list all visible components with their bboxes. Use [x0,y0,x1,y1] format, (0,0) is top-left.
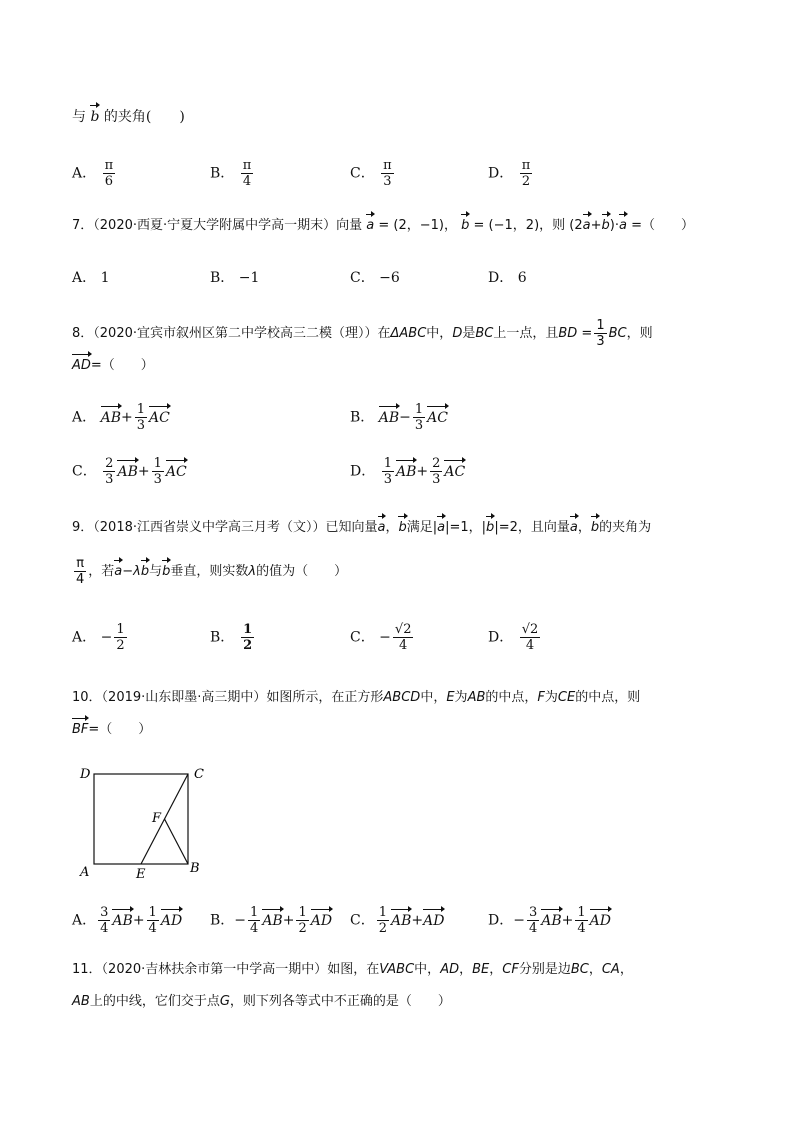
numerator: 1 [414,402,424,417]
fraction [594,318,606,349]
vector-b: b [591,518,599,538]
q10-text: 的中点，则 [575,690,641,705]
numerator: 3 [528,905,538,920]
fraction [135,402,147,433]
q8-option-c[interactable] [72,456,187,487]
segment-label: BC [570,962,589,977]
fraction [377,905,389,936]
option-letter: A． [72,409,97,426]
vector-b: b [398,518,406,538]
vector-ad: AD [72,356,91,376]
q9-text: 的值为（ ） [256,564,348,579]
q10-source: 10．（2019·山东即墨·高三期中）如图所示，在正方形 [72,690,384,705]
denominator: 4 [250,921,259,936]
q8-option-b[interactable] [350,402,448,433]
segment-label: AB [467,690,486,705]
denominator: 4 [525,638,535,653]
q10-text: 为 [544,690,558,705]
q8-stem [72,318,653,349]
operator: + [282,912,295,929]
option-letter: A． [72,912,97,929]
operator: + [137,463,150,480]
denominator: 4 [242,174,252,189]
q9-stem [72,518,651,538]
vector-a: a [378,518,386,538]
q9-text: 与 [149,564,163,579]
vector-ad: AD [423,912,445,929]
denominator: 6 [104,174,113,189]
q9-source: 9．（2018·江西省崇义中学高三月考（文））已知向量 [72,520,378,535]
vector-ab: AB [378,409,400,426]
q9-text: 满足| [406,520,438,535]
fraction [527,905,539,936]
operator: − [399,409,411,426]
vector-a: a [570,518,578,538]
vector-ab: AB [100,409,121,426]
q7-option-a[interactable] [72,268,110,288]
q10-stem [72,688,640,708]
vector-a: a [437,518,445,538]
q10-option-b[interactable] [210,905,332,936]
operator: + [132,912,145,929]
numerator: 1 [116,622,125,637]
vertex-c: C [194,767,204,782]
point-label: D [452,326,463,341]
operator: + [120,409,133,426]
sign: − [100,629,113,646]
q11-text: ， [619,962,633,977]
operator: + [561,912,574,929]
q9-option-b[interactable] [210,622,256,653]
numerator: 2 [105,456,114,471]
fraction [241,622,254,653]
q9-text: ，若 [88,564,115,579]
q9-stem-line2 [72,556,347,587]
fraction [98,905,110,936]
q11-text: ，则下列各等式中不正确的是（ ） [229,994,451,1009]
option-letter: D． [488,270,514,286]
vector-b: b [486,518,494,538]
segment-label: AB [72,994,90,1009]
fraction [248,905,260,936]
q8-stem-line2 [72,356,154,376]
numerator: 1 [250,905,259,920]
triangle-label: VABC [379,962,415,977]
q11-text: 上的中线，它们交于点 [89,994,220,1009]
fraction [241,158,254,189]
q9-text: |=2，且向量 [494,520,570,535]
q8-text: 中， [426,326,453,341]
numerator: 3 [100,905,109,920]
fraction [520,158,533,189]
fraction [103,158,116,189]
q10-text: =（ ） [88,722,152,737]
vector-b: b [90,109,100,125]
option-value: −1 [238,270,260,286]
numerator: 1 [298,905,307,920]
vector-ab: AB [112,912,133,929]
denominator: 4 [528,921,538,936]
fraction [296,905,308,936]
fraction [413,402,425,433]
q7-source: 7．（2020·西夏·宁夏大学附属中学高一期末）向量 [72,218,363,233]
point-f: F [152,811,162,826]
q10-text: 的中点， [485,690,538,705]
vector-b: b [602,216,610,236]
q10-option-d[interactable] [488,905,611,936]
option-letter: C． [350,912,375,929]
point-e: E [136,867,146,882]
q9-text: 的夹角为 [599,520,652,535]
vector-ad: AD [310,912,333,929]
vector-ab: AB [262,912,283,929]
denominator: 3 [153,472,162,487]
vector-ab: AB [395,463,417,480]
q9-option-d[interactable] [488,622,542,653]
vector-a: a [583,216,591,236]
sign: − [379,629,391,646]
denominator: 3 [383,174,392,189]
fraction [74,556,86,587]
denominator: 3 [136,418,145,433]
segment-label: CA [601,962,620,977]
numerator: π [521,158,531,173]
vector-a: a [619,216,627,236]
denominator: 4 [399,638,408,653]
q6-continuation [72,107,185,127]
q7-option-b[interactable] [210,268,259,288]
q9-text: ， [577,520,591,535]
square-label: ABCD [383,690,421,705]
q7-text: = (2，−1)， [378,218,457,233]
numerator: 1 [383,456,392,471]
q8-text: 是 [462,326,476,341]
q8-text: 上一点，且 [493,326,559,341]
denominator: 4 [577,921,586,936]
q7-text: =（ ） [631,218,694,233]
denominator: 4 [148,921,157,936]
denominator: 4 [76,572,85,587]
option-letter: B． [210,629,235,646]
q8-option-a[interactable] [72,402,170,433]
option-letter: B． [350,409,375,426]
segment-bf [165,819,189,864]
operator: + [416,463,429,480]
segment-label: BD = [558,326,593,341]
q11-text: 分别是边 [518,962,571,977]
numerator: π [383,158,392,173]
option-letter: C． [350,165,375,182]
vector-ab: AB [391,912,412,929]
option-letter: B． [210,270,235,286]
fraction [103,456,115,487]
q7-text: )· [609,218,619,233]
q7-stem [72,216,694,236]
vector-b: b [141,562,149,582]
numerator: √2 [521,622,539,637]
q6-option-b[interactable] [210,158,255,189]
numerator: √2 [394,622,412,637]
denominator: 4 [100,921,109,936]
numerator: 1 [153,456,162,471]
q6-option-d[interactable] [488,158,534,189]
fraction [393,622,414,653]
q7-text: (2 [569,218,583,233]
option-letter: C． [350,629,375,646]
vector-ac: AC [427,409,448,426]
q10-text: 中， [420,690,447,705]
q9-text: 垂直，则实数 [170,564,249,579]
q6-option-c[interactable] [350,158,396,189]
vector-b: b [461,216,469,236]
numerator: 1 [378,905,387,920]
option-letter: D． [488,629,514,646]
q8-source: 8．（2020·宜宾市叙州区第二中学校高三二模（理））在 [72,326,391,341]
option-letter: D． [350,463,376,480]
q6-text: 与 [72,109,86,125]
denominator: 3 [596,334,605,349]
denominator: 2 [298,921,307,936]
q11-source: 11．（2020·吉林扶余市第一中学高一期中）如图，在 [72,962,380,977]
q7-text: = (−1，2)，则 [473,218,566,233]
vector-ac: AC [165,463,187,480]
numerator: 1 [243,622,253,637]
q7-text: + [590,218,602,233]
q6-option-a[interactable] [72,158,117,189]
vector-ac: AC [149,409,170,426]
option-letter: A． [72,629,97,646]
q8-option-d[interactable] [350,456,465,487]
denominator: 2 [378,921,387,936]
q9-text: |=1，| [445,520,487,535]
option-value: 6 [517,270,527,286]
fraction [382,456,394,487]
q10-text: 为 [454,690,468,705]
vector-ab: AB [117,463,138,480]
fraction [520,622,541,653]
q11-text: ， [489,962,503,977]
vector-ab: AB [541,912,562,929]
point-label: G [219,994,230,1009]
fraction [430,456,442,487]
square-figure [72,762,212,882]
vector-ad: AD [589,912,612,929]
q11-stem-line2 [72,992,451,1012]
option-letter: A． [72,165,97,182]
q9-option-a[interactable] [72,622,129,653]
q11-text: ， [588,962,602,977]
numerator: 1 [596,318,605,333]
point-label: E [446,690,455,705]
vertex-a: A [80,865,90,880]
denominator: 3 [414,418,424,433]
denominator: 3 [432,472,441,487]
denominator: 2 [243,638,253,653]
vertex-d: D [80,767,91,782]
segment-label: BC [608,326,627,341]
option-value: −6 [379,270,400,286]
segment-label: BE [472,962,490,977]
operator: + [411,912,424,929]
q7-option-c[interactable] [350,268,400,288]
q9-text: ， [385,520,399,535]
numerator: 2 [432,456,441,471]
option-letter: C． [350,270,375,286]
option-letter: C． [72,463,97,480]
q6-text: ) [179,109,185,125]
option-letter: B． [210,165,235,182]
option-letter: D． [488,165,514,182]
option-letter: A． [72,270,97,286]
q10-option-c[interactable] [350,905,444,936]
triangle-label: ΔABC [390,326,427,341]
segment-label: BC [475,326,494,341]
sign: − [234,912,247,929]
denominator: 3 [105,472,114,487]
q11-stem [72,960,633,980]
point-label: F [537,690,545,705]
segment-label: CE [557,690,576,705]
q7-option-d[interactable] [488,268,527,288]
segment-label: CF [502,962,519,977]
denominator: 3 [383,472,392,487]
q9-text: −λ [122,564,141,579]
q10-option-a[interactable] [72,905,182,936]
vector-bf: BF [72,720,88,740]
denominator: 2 [521,174,531,189]
fraction [114,622,126,653]
option-letter: D． [488,912,514,929]
numerator: 1 [148,905,157,920]
fraction [575,905,587,936]
numerator: π [242,158,252,173]
vector-ad: AD [160,912,183,929]
fraction [152,456,164,487]
vertex-b: B [190,861,200,876]
vector-a: a [366,216,374,236]
segment-label: AD [440,962,460,977]
q11-text: 中， [414,962,441,977]
option-letter: B． [210,912,235,929]
q10-stem-line2 [72,720,151,740]
lambda-symbol: λ [248,564,257,579]
numerator: 1 [136,402,145,417]
option-value: 1 [100,270,110,286]
vector-ac: AC [444,463,466,480]
numerator: π [74,556,86,572]
fraction [381,158,394,189]
vector-a: a [114,562,122,582]
q8-text: ，则 [626,326,653,341]
numerator: π [104,158,114,173]
q11-text: ， [459,962,473,977]
q9-option-c[interactable] [350,622,415,653]
fraction [147,905,159,936]
q6-text: 的夹角( [103,109,152,125]
vector-b: b [162,562,170,582]
square-outline [94,774,188,864]
denominator: 2 [116,638,125,653]
numerator: 1 [577,905,586,920]
q8-text: =（ ） [90,358,154,373]
sign: − [513,912,525,929]
